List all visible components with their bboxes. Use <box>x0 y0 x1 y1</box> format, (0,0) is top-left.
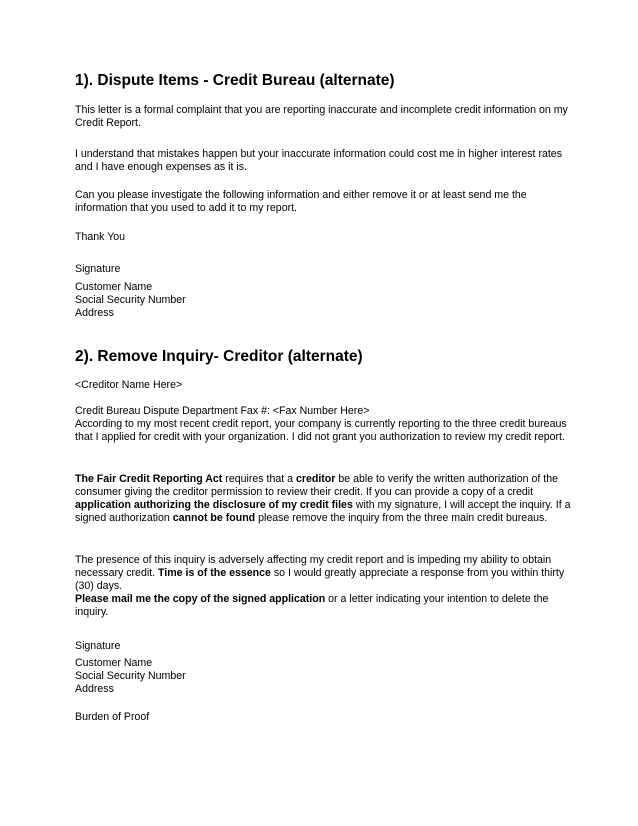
presence-text-2: so I would greatly appreciate a response from you within thirty (30) days. <box>75 567 565 592</box>
section2-signature: Signature <box>75 640 121 652</box>
presence-text-1: The presence of this inquiry is adversely affecting my credit report and is impeding my ability to obtain necessary credit. <box>75 554 552 579</box>
section2-customer-name: Customer Name <box>75 657 153 669</box>
burden-of-proof: Burden of Proof <box>75 711 150 723</box>
fcra-bold-application: application authorizing the disclosure of my credit files <box>75 499 353 511</box>
mail-text-1: or a letter indicating your intention to delete the inquiry. <box>75 593 549 618</box>
section2-address: Address <box>75 683 114 695</box>
fcra-text-1: requires that a <box>222 473 296 485</box>
section2-ssn: Social Security Number <box>75 670 186 682</box>
fcra-bold-creditor: creditor <box>295 473 336 485</box>
intro-paragraph: According to my most recent credit report, your company is currently reporting to the three credit bureaus that I applied for credit with your organization. I did not grant you authorization to review my credit report. <box>75 418 567 443</box>
fcra-text-3: with my signature, I will accept the inquiry. If a signed authorization <box>75 499 571 524</box>
section1-para1: This letter is a formal complaint that you are reporting inaccurate and incomplete credit information on my Credit Report. <box>75 104 568 129</box>
section1-para2: I understand that mistakes happen but your inaccurate information could cost me in higher interest rates and I have enough expenses as it is. <box>75 148 562 173</box>
section1-heading: 1). Dispute Items - Credit Bureau (alternate) <box>75 72 395 89</box>
section1-address: Address <box>75 307 114 319</box>
fcra-text-4: please remove the inquiry from the three main credit bureaus. <box>255 512 548 524</box>
section2-heading: 2). Remove Inquiry- Creditor (alternate) <box>75 348 363 365</box>
section1-para3: Can you please investigate the following information and either remove it or at least send me the information that you used to add it to my report. <box>75 189 527 214</box>
section1-customer-name: Customer Name <box>75 281 153 293</box>
section1-signature: Signature <box>75 263 121 275</box>
mail-bold-request: Please mail me the copy of the signed application <box>75 593 326 605</box>
presence-bold-essence: Time is of the essence <box>158 567 271 579</box>
presence-paragraph <box>75 554 575 593</box>
section1-thanks: Thank You <box>75 231 126 243</box>
fax-line: Credit Bureau Dispute Department Fax #: <Fax Number Here> <box>75 405 370 417</box>
fcra-bold-act: The Fair Credit Reporting Act <box>75 473 223 485</box>
creditor-name-placeholder: <Creditor Name Here> <box>75 379 183 391</box>
fcra-text-2: be able to verify the written authorization of the consumer giving the creditor permission to review their credit. If you can provide a copy of a credit <box>75 473 559 498</box>
fcra-paragraph <box>75 473 575 525</box>
section1-ssn: Social Security Number <box>75 294 186 306</box>
fcra-bold-not-found: cannot be found <box>172 512 256 524</box>
mail-paragraph <box>75 593 575 619</box>
